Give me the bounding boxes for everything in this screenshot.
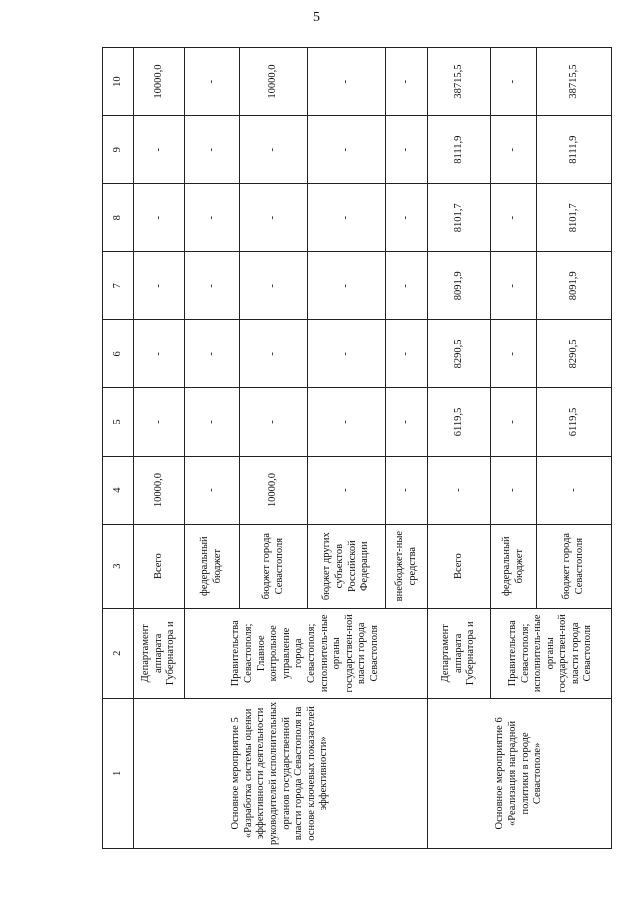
value-cell: - (240, 116, 308, 184)
source-cell: Всего (428, 524, 491, 608)
value-cell: 8101,7 (428, 184, 491, 252)
value-cell: 38715,5 (428, 48, 491, 116)
value-cell: - (185, 48, 240, 116)
source-cell: внебюджет-ные средства (386, 524, 428, 608)
value-cell: - (537, 456, 612, 524)
responsible-cell: Правительства Севастополя; Главное контрольное управление города Севастополя; исполнитель-ные органы государствен-ной власти города Севастополя (185, 608, 428, 698)
value-cell: - (240, 252, 308, 320)
value-cell: - (308, 320, 386, 388)
value-cell: 38715,5 (537, 48, 612, 116)
value-cell: - (308, 48, 386, 116)
header-cell: 1 (103, 698, 134, 848)
source-cell: бюджет города Севастополя (240, 524, 308, 608)
page-number: 5 (313, 10, 320, 25)
source-cell: бюджет других субъектов Российской Федерации (308, 524, 386, 608)
value-cell: - (386, 320, 428, 388)
header-cell: 4 (103, 456, 134, 524)
header-cell: 9 (103, 116, 134, 184)
value-cell: - (240, 184, 308, 252)
value-cell: - (308, 456, 386, 524)
value-cell: - (185, 184, 240, 252)
table-row (428, 48, 491, 849)
value-cell: - (240, 388, 308, 456)
value-cell: - (185, 320, 240, 388)
value-cell: 8290,5 (537, 320, 612, 388)
value-cell: - (386, 388, 428, 456)
value-cell: - (185, 252, 240, 320)
value-cell: 6119,5 (428, 388, 491, 456)
value-cell: - (308, 252, 386, 320)
responsible-cell: Департамент аппарата Губернатора и (428, 608, 491, 698)
value-cell: - (134, 184, 185, 252)
activity-cell: Основное мероприятие 5 «Разработка системы оценки эффективности деятельности руководителей исполнительных органов государственной власти города Севастополя на основе ключевых показателей эффективности» (134, 698, 428, 848)
value-cell: - (308, 388, 386, 456)
value-cell: - (308, 116, 386, 184)
value-cell: - (491, 116, 537, 184)
value-cell: - (134, 320, 185, 388)
table-row (134, 48, 185, 849)
value-cell: - (386, 252, 428, 320)
header-cell: 6 (103, 320, 134, 388)
value-cell: - (386, 456, 428, 524)
value-cell: 6119,5 (537, 388, 612, 456)
value-cell: - (491, 388, 537, 456)
value-cell: 8111,9 (428, 116, 491, 184)
value-cell: - (428, 456, 491, 524)
value-cell: 8091,9 (537, 252, 612, 320)
header-row (103, 48, 134, 849)
rotated-table-container (102, 47, 607, 849)
value-cell: - (491, 48, 537, 116)
responsible-cell: Департамент аппарата Губернатора и (134, 608, 185, 698)
activity-cell: Основное мероприятие 6 «Реализация наградной политики в городе Севастополе» (428, 698, 612, 848)
value-cell: 8111,9 (537, 116, 612, 184)
value-cell: 8091,9 (428, 252, 491, 320)
value-cell: - (386, 116, 428, 184)
value-cell: 10000,0 (240, 48, 308, 116)
header-cell: 8 (103, 184, 134, 252)
source-cell: федеральный бюджет (491, 524, 537, 608)
value-cell: - (185, 116, 240, 184)
value-cell: - (134, 388, 185, 456)
responsible-cell: Правительства Севастополя; исполнитель-ные органы государствен-ной власти города Севастополя (491, 608, 612, 698)
value-cell: - (491, 456, 537, 524)
value-cell: - (134, 116, 185, 184)
value-cell: - (491, 252, 537, 320)
value-cell: - (185, 388, 240, 456)
value-cell: - (491, 184, 537, 252)
value-cell: - (185, 456, 240, 524)
value-cell: - (386, 184, 428, 252)
header-cell: 5 (103, 388, 134, 456)
value-cell: 8290,5 (428, 320, 491, 388)
header-cell: 3 (103, 524, 134, 608)
value-cell: 10000,0 (240, 456, 308, 524)
value-cell: - (386, 48, 428, 116)
value-cell: 8101,7 (537, 184, 612, 252)
header-cell: 7 (103, 252, 134, 320)
value-cell: 10000,0 (134, 48, 185, 116)
source-cell: бюджет города Севастополя (537, 524, 612, 608)
source-cell: федеральный бюджет (185, 524, 240, 608)
value-cell: - (134, 252, 185, 320)
header-cell: 2 (103, 608, 134, 698)
value-cell: - (240, 320, 308, 388)
value-cell: 10000,0 (134, 456, 185, 524)
budget-table (102, 47, 612, 849)
value-cell: - (308, 184, 386, 252)
header-cell: 10 (103, 48, 134, 116)
source-cell: Всего (134, 524, 185, 608)
value-cell: - (491, 320, 537, 388)
